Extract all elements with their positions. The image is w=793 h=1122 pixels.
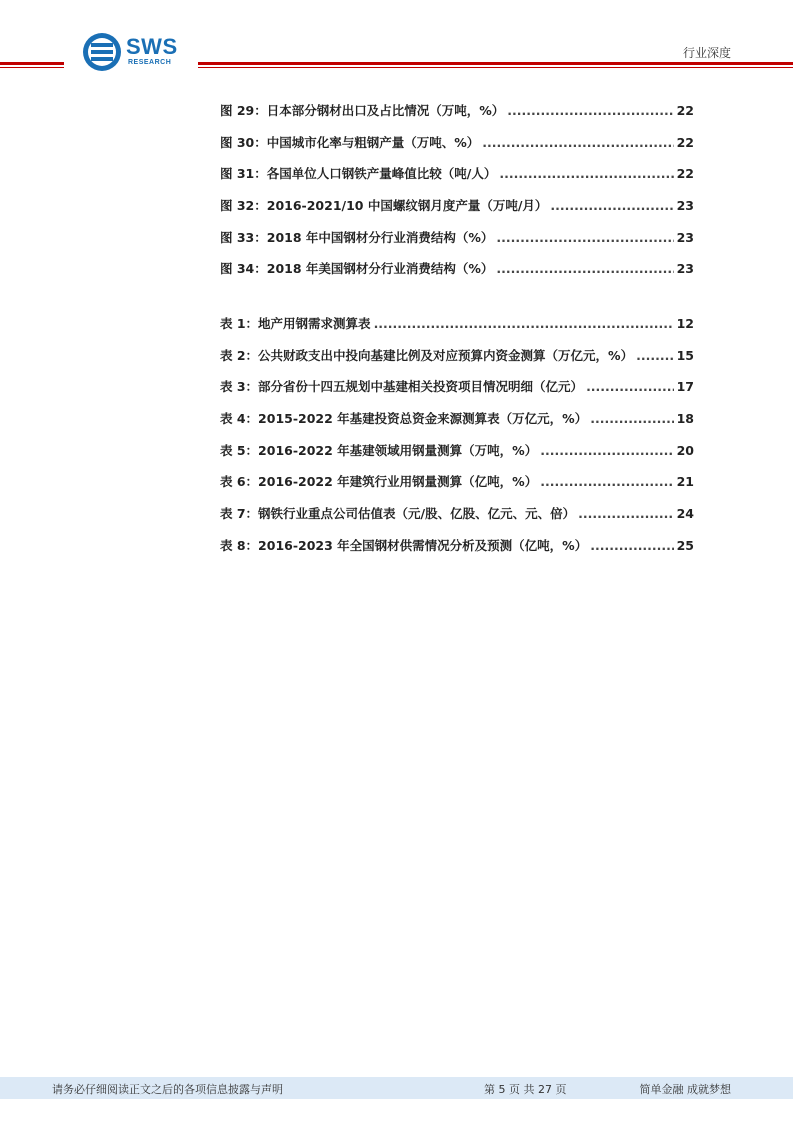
toc-dot-leader bbox=[590, 538, 673, 553]
toc-entry-page: 24 bbox=[676, 506, 694, 522]
logo-brand-subtext: RESEARCH bbox=[128, 59, 172, 66]
toc-dot-leader bbox=[550, 198, 673, 213]
toc-entry-label: 表 7：钢铁行业重点公司估值表（元/股、亿股、亿元、元、倍） bbox=[220, 506, 576, 522]
toc-entry-table-7[interactable] bbox=[220, 504, 694, 536]
toc-entry-label: 图 34：2018 年美国钢材分行业消费结构（%） bbox=[220, 261, 494, 277]
table-index-list bbox=[220, 314, 694, 568]
toc-dot-leader bbox=[507, 103, 673, 118]
toc-entry-figure-30[interactable] bbox=[220, 133, 694, 165]
toc-dot-leader bbox=[578, 506, 673, 521]
header-rule-left bbox=[0, 62, 64, 65]
toc-entry-page: 20 bbox=[676, 442, 694, 458]
toc-entry-page: 23 bbox=[676, 229, 694, 245]
toc-dot-leader bbox=[499, 166, 673, 181]
toc-entry-figure-34[interactable] bbox=[220, 259, 694, 291]
toc-entry-label: 图 30：中国城市化率与粗钢产量（万吨、%） bbox=[220, 134, 480, 150]
toc-dot-leader bbox=[496, 230, 673, 245]
figure-index-list bbox=[220, 101, 694, 291]
toc-entry-page: 17 bbox=[676, 379, 694, 395]
toc-entry-page: 22 bbox=[676, 166, 694, 182]
toc-dot-leader bbox=[586, 379, 674, 394]
header-rule-right-thin bbox=[198, 67, 793, 68]
toc-entry-label: 表 5：2016-2022 年基建领域用钢量测算（万吨，%） bbox=[220, 442, 538, 458]
toc-entry-label: 图 33：2018 年中国钢材分行业消费结构（%） bbox=[220, 229, 494, 245]
toc-dot-leader bbox=[590, 411, 673, 426]
toc-dot-leader bbox=[482, 135, 673, 150]
toc-entry-table-5[interactable] bbox=[220, 441, 694, 473]
toc-entry-label: 表 2：公共财政支出中投向基建比例及对应预算内资金测算（万亿元，%） bbox=[220, 347, 634, 363]
toc-dot-leader bbox=[374, 316, 674, 331]
toc-entry-label: 表 3：部分省份十四五规划中基建相关投资项目情况明细（亿元） bbox=[220, 379, 584, 395]
toc-dot-leader bbox=[540, 443, 673, 458]
toc-entry-label: 图 29：日本部分钢材出口及占比情况（万吨，%） bbox=[220, 103, 505, 118]
toc-entry-page: 23 bbox=[676, 198, 694, 214]
toc-entry-table-8[interactable] bbox=[220, 536, 694, 568]
toc-entry-label: 表 1：地产用钢需求测算表 bbox=[220, 316, 371, 331]
toc-entry-page: 22 bbox=[676, 134, 694, 150]
toc-entry-page: 25 bbox=[676, 537, 694, 553]
toc-entry-figure-32[interactable] bbox=[220, 196, 694, 228]
toc-entry-figure-29[interactable] bbox=[220, 101, 694, 133]
toc-entry-page: 15 bbox=[676, 347, 694, 363]
toc-entry-table-1[interactable] bbox=[220, 314, 694, 346]
toc-entry-table-2[interactable] bbox=[220, 346, 694, 378]
toc-entry-table-6[interactable] bbox=[220, 472, 694, 504]
toc-entry-page: 21 bbox=[676, 474, 694, 490]
toc-dot-leader bbox=[540, 474, 673, 489]
header-rule-right bbox=[198, 62, 793, 65]
footer-page-info: 第 5 页 共 27 页 bbox=[484, 1083, 567, 1096]
toc-entry-label: 表 8：2016-2023 年全国钢材供需情况分析及预测（亿吨，%） bbox=[220, 537, 588, 553]
toc-entry-label: 表 4：2015-2022 年基建投资总资金来源测算表（万亿元，%） bbox=[220, 411, 588, 427]
logo-brand-text: SWS bbox=[126, 34, 178, 59]
toc-entry-label: 图 32：2016-2021/10 中国螺纹钢月度产量（万吨/月） bbox=[220, 198, 548, 214]
toc-entry-label: 表 6：2016-2022 年建筑行业用钢量测算（亿吨，%） bbox=[220, 474, 538, 490]
sws-logo bbox=[82, 32, 192, 72]
toc-entry-page: 18 bbox=[676, 411, 694, 427]
toc-entry-table-3[interactable] bbox=[220, 377, 694, 409]
toc-entry-figure-31[interactable] bbox=[220, 164, 694, 196]
footer-disclaimer: 请务必仔细阅读正文之后的各项信息披露与声明 bbox=[52, 1083, 283, 1096]
toc-entry-figure-33[interactable] bbox=[220, 228, 694, 260]
header-rule-left-thin bbox=[0, 67, 64, 68]
toc-entry-table-4[interactable] bbox=[220, 409, 694, 441]
toc-dot-leader bbox=[636, 348, 674, 363]
footer-slogan: 简单金融 成就梦想 bbox=[639, 1083, 731, 1096]
toc-entry-page: 12 bbox=[676, 316, 694, 331]
toc-entry-label: 图 31：各国单位人口钢铁产量峰值比较（吨/人） bbox=[220, 166, 497, 182]
toc-entry-page: 22 bbox=[676, 103, 694, 118]
toc-dot-leader bbox=[496, 261, 673, 276]
toc-entry-page: 23 bbox=[676, 261, 694, 277]
sws-logo-mark-icon bbox=[82, 32, 122, 72]
report-type-label: 行业深度 bbox=[682, 46, 731, 60]
